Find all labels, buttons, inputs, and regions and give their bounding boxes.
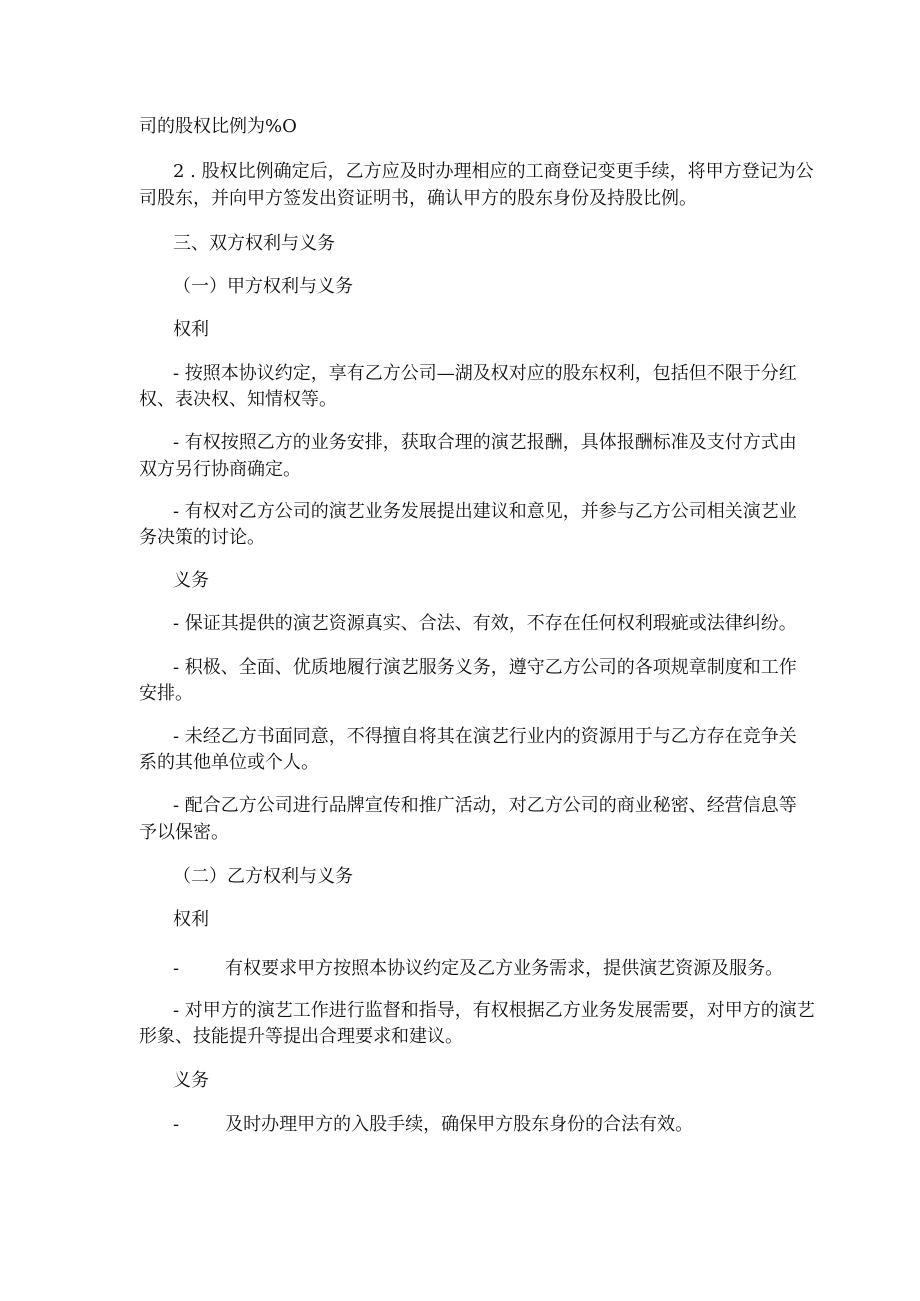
text-line: 司股东，并向甲方签发出资证明书，确认甲方的股东身份及持股比例。 — [139, 188, 697, 209]
section-heading: 三、双方权利与义务 — [173, 233, 335, 254]
text-line: - 有权对乙方公司的演艺业务发展提出建议和意见，并参与乙方公司相关演艺业 — [173, 501, 797, 522]
text-line: 予以保密。 — [139, 822, 229, 843]
rights-heading: 权利 — [173, 909, 209, 930]
text-line: - 保证其提供的演艺资源真实、合法、有效，不存在任何权利瑕疵或法律纠纷。 — [173, 613, 797, 634]
list-item-text: 有权要求甲方按照本协议约定及乙方业务需求，提供演艺资源及服务。 — [225, 958, 784, 979]
text-line: 双方另行协商确定。 — [139, 459, 301, 480]
text-line: 司的股权比例为%O — [139, 116, 297, 137]
text-line: 权、表决权、知情权等。 — [139, 389, 337, 410]
text-line: - 配合乙方公司进行品牌宣传和推广活动，对乙方公司的商业秘密、经营信息等 — [173, 795, 797, 816]
list-item-text: 及时办理甲方的入股手续，确保甲方股东身份的合法有效。 — [225, 1114, 694, 1135]
text-line: 安排。 — [139, 683, 193, 704]
text-line: 系的其他单位或个人。 — [139, 752, 319, 773]
rights-heading: 权利 — [173, 319, 209, 340]
text-line: 务决策的讨论。 — [139, 527, 265, 548]
text-line: - 有权按照乙方的业务安排，获取合理的演艺报酬，具体报酬标准及支付方式由 — [173, 432, 797, 453]
list-item — [173, 1110, 693, 1140]
text-line: - 未经乙方书面同意，不得擅自将其在演艺行业内的资源用于与乙方存在竞争关 — [173, 726, 797, 747]
dash-marker: - — [173, 1114, 180, 1135]
text-line: - 按照本协议约定，享有乙方公司—湖及权对应的股东权利，包括但不限于分红 — [173, 363, 797, 384]
obligations-heading: 义务 — [173, 570, 209, 591]
subsection-heading: （二）乙方权利与义务 — [173, 866, 353, 887]
text-line: - 对甲方的演艺工作进行监督和指导，有权根据乙方业务发展需要，对甲方的演艺 — [173, 1000, 815, 1021]
text-line: - 积极、全面、优质地履行演艺服务义务，遵守乙方公司的各项规章制度和工作 — [173, 657, 797, 678]
subsection-heading: （一）甲方权利与义务 — [173, 276, 353, 297]
text-line: 2 . 股权比例确定后，乙方应及时办理相应的工商登记变更手续，将甲方登记为公 — [173, 161, 814, 182]
dash-marker: - — [173, 958, 180, 979]
obligations-heading: 义务 — [173, 1070, 209, 1091]
list-item — [173, 954, 783, 984]
text-line: 形象、技能提升等提出合理要求和建议。 — [139, 1026, 463, 1047]
